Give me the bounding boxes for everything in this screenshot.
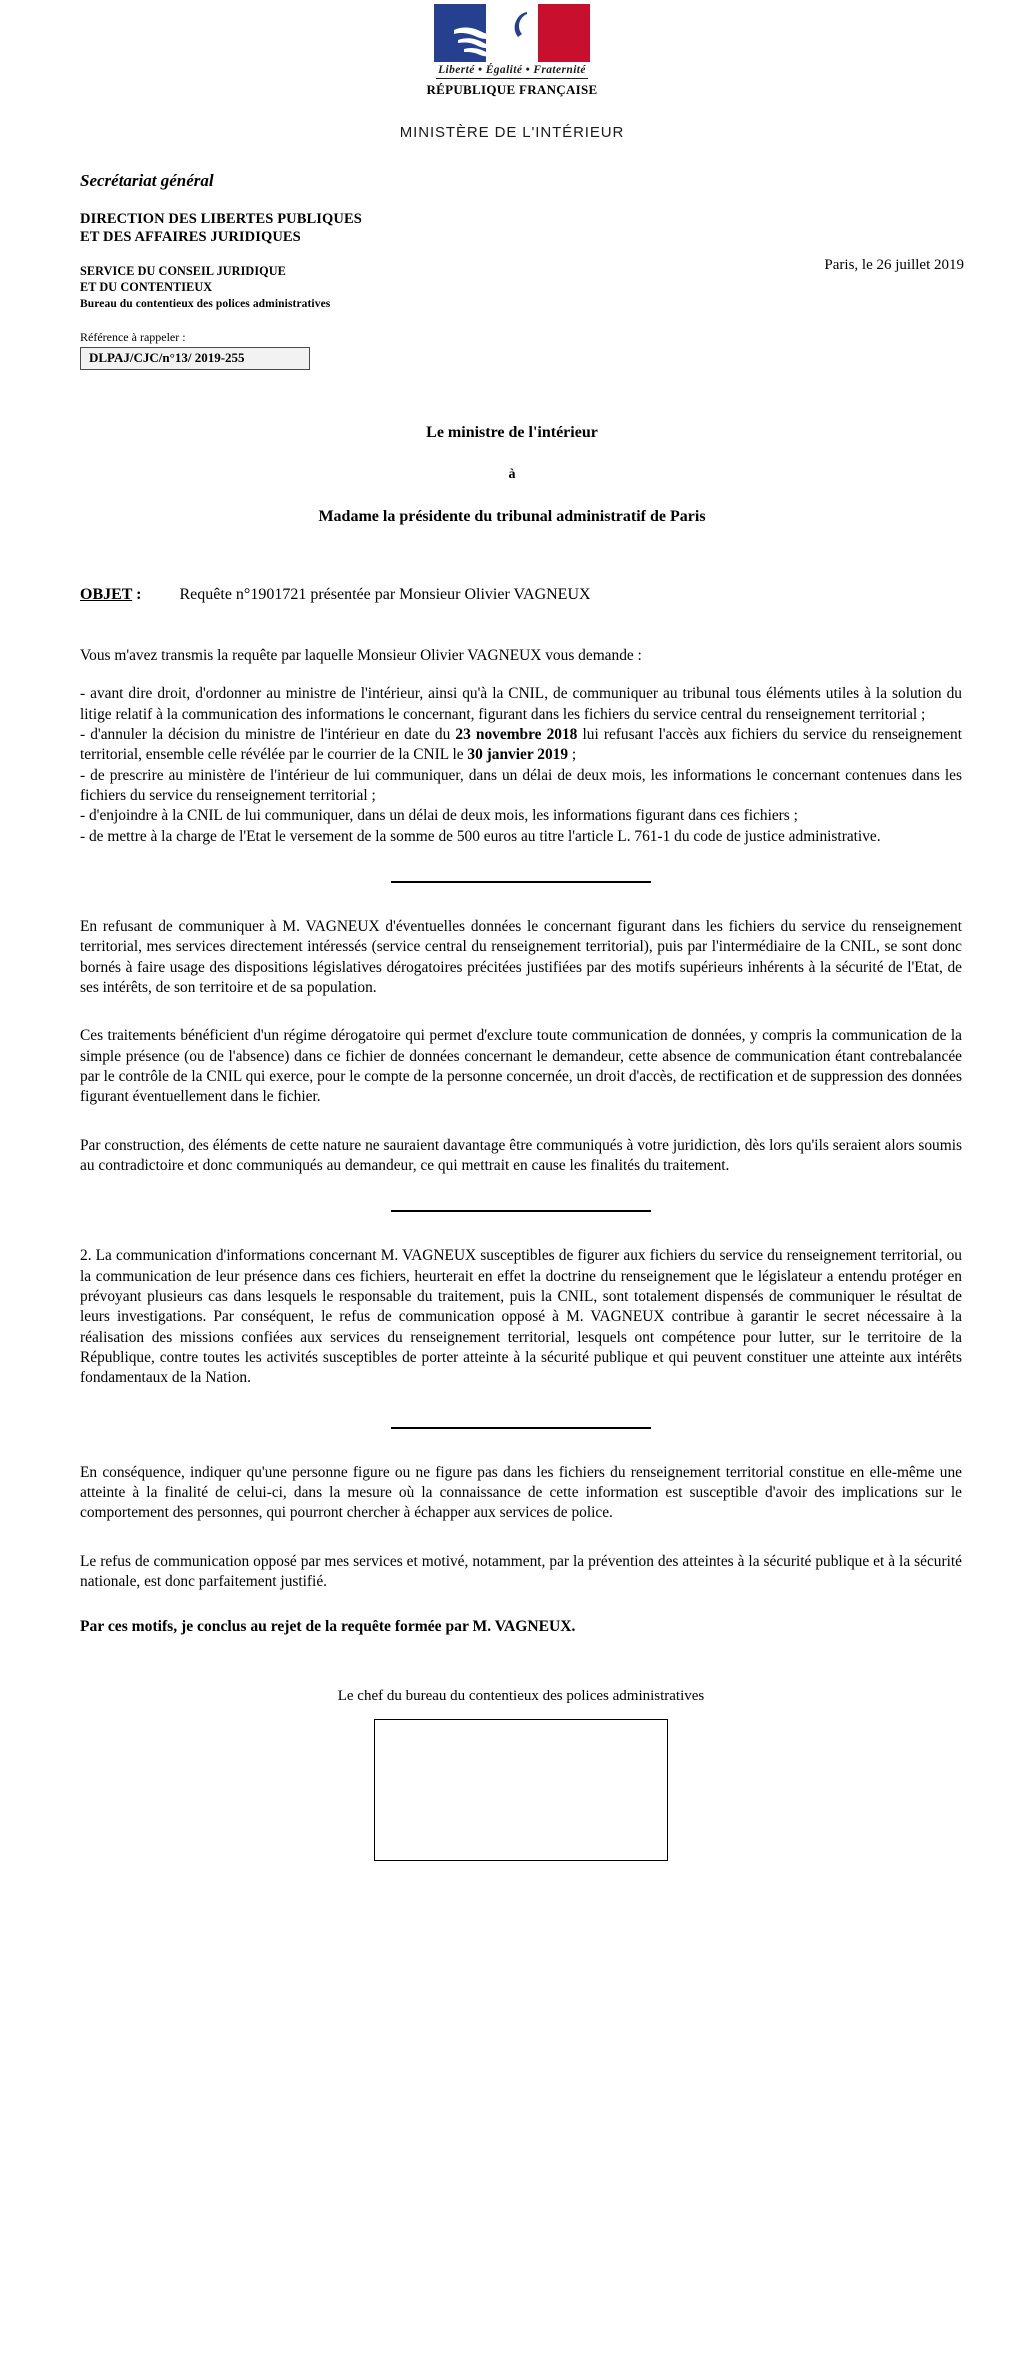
intro-paragraph: Vous m'avez transmis la requête par laquelle Monsieur Olivier VAGNEUX vous demande : [80, 647, 642, 665]
direction-line-2: ET DES AFFAIRES JURIDIQUES [80, 228, 301, 245]
section1-paragraph-3: Par construction, des éléments de cette nature ne sauraient davantage être communiqués à votre juridiction, dès lors qu'ils seraient alors soumis au contradictoire et donc communiqués au demandeur, ce qui mettrait en cause les finalités du traitement. [80, 1136, 962, 1174]
section3-paragraph-1: En conséquence, indiquer qu'une personne figure ou ne figure pas dans les fichiers du renseignement territorial constitue en elle-même une atteinte à la finalité de celui-ci, dans la mesure où la connaissance de cette information est susceptible d'avoir des implications sur le comportement des personnes, qui pourront chercher à échapper aux services de police. [80, 1463, 962, 1522]
list-item: - de prescrire au ministère de l'intérieur de lui communiquer, dans un délai de deux mois, les informations le concernant contenues dans les fichiers du service du renseignement territorial ; [80, 766, 962, 804]
objet-separator: : [132, 586, 142, 604]
demands-list [80, 684, 962, 847]
list-item: - de mettre à la charge de l'Etat le versement de la somme de 500 euros au titre l'article L. 761-1 du code de justice administrative. [80, 827, 881, 845]
sender-line: Le ministre de l'intérieur [426, 424, 598, 442]
objet-row [0, 586, 1024, 604]
masthead [0, 0, 1024, 141]
section2-paragraph-1: 2. La communication d'informations concernant M. VAGNEUX susceptibles de figurer aux fichiers du service du renseignement territorial, ou la communication de leur présence dans ces fichiers, heurterait en effet la doctrine du renseignement que le législateur a entendu protéger en prévoyant plusieurs cas dans lesquels le responsable du traitement, puis la CNIL, sont totalement dispensés de communiquer le résultat de leurs investigations. Par conséquent, le refus de communication opposé à M. VAGNEUX contribue à garantir le secret nécessaire à la réalisation des missions confiées aux services du renseignement territorial, lesquels ont compétence pour lutter, sur le territoire de la République, contre toutes les activités susceptibles de porter atteinte à la sécurité publique et qui peuvent constituer une atteinte aux intérêts fondamentaux de la Nation. [80, 1247, 962, 1387]
reference-label: Référence à rappeler : [80, 330, 186, 345]
section1-paragraph-1: En refusant de communiquer à M. VAGNEUX d'éventuelles données le concernant figurant dans les fichiers du service du renseignement territorial, mes services directement intéressés (service central du renseignement territorial), puis par l'intermédiaire de la CNIL, se sont donc bornés à faire usage des dispositions législatives dérogatoires précitées justifiées par des motifs supérieurs inhérents à la sécurité de l'Etat, de ses intérêts, de son territoire et de sa population. [80, 917, 962, 996]
ministere-title: MINISTÈRE DE L'INTÉRIEUR [399, 124, 625, 141]
address-block [0, 424, 1024, 526]
republique-francaise-title: RÉPUBLIQUE FRANÇAISE [426, 82, 598, 97]
reference-block [80, 330, 964, 370]
letterhead-block [0, 171, 1024, 370]
section3-paragraph-2: Le refus de communication opposé par mes services et motivé, notamment, par la prévention des atteintes à la sécurité publique et à la sécurité nationale, est donc parfaitement justifié. [80, 1552, 962, 1590]
recipient-line: Madame la présidente du tribunal administratif de Paris [318, 508, 706, 526]
service-line-1: SERVICE DU CONSEIL JURIDIQUE [80, 264, 286, 279]
service-line-2: ET DU CONTENTIEUX [80, 280, 213, 295]
marianne-logo-icon [434, 4, 590, 62]
secretariat-general-label: Secrétariat général [80, 171, 214, 190]
bureau-line: Bureau du contentieux des polices administratives [80, 298, 331, 311]
section-divider [391, 881, 651, 883]
objet-label [80, 586, 142, 604]
list-item: - avant dire droit, d'ordonner au ministre de l'intérieur, ainsi qu'à la CNIL, de communiquer au tribunal tous éléments utiles à la solution du litige relatif à la communication des informations le concernant, figurant dans les fichiers du service central du renseignement territorial ; [80, 685, 962, 723]
reference-value-box: DLPAJ/CJC/n°13/ 2019-255 [80, 347, 310, 370]
signature-title: Le chef du bureau du contentieux des polices administratives [337, 1688, 705, 1705]
direction-block [80, 211, 964, 246]
list-item: - d'annuler la décision du ministre de l'intérieur en date du 23 novembre 2018 lui refusant l'accès aux fichiers du service du renseignement territorial, ensemble celle révélée par le courrier de la CNIL le 30 janvier 2019 ; [80, 726, 962, 764]
objet-value: Requête n°1901721 présentée par Monsieur Olivier VAGNEUX [179, 586, 591, 604]
direction-line-1: DIRECTION DES LIBERTES PUBLIQUES [80, 211, 362, 227]
address-preposition: à [508, 467, 516, 483]
section1-paragraph-2: Ces traitements bénéficient d'un régime dérogatoire qui permet d'exclure toute communication de données, y compris la communication de la simple présence (ou de l'absence) dans ce fichier de données concernant le demandeur, cette absence de communication étant contrebalancée par le contrôle de la CNIL qui exerce, pour le compte de la personne concernée, un droit d'accès, de rectification et de suppression des données figurant éventuellement dans le fichier. [80, 1027, 962, 1106]
document-body [0, 646, 1024, 1861]
date-line: Paris, le 26 juillet 2019 [824, 257, 964, 273]
signature-area-box [374, 1719, 668, 1861]
objet-label-underlined: OBJET [80, 586, 133, 604]
signature-block [80, 1688, 962, 1861]
list-item: - d'enjoindre à la CNIL de lui communiquer, dans un délai de deux mois, les informations figurant dans ces fichiers ; [80, 807, 798, 825]
devise-text: Liberté • Égalité • Fraternité [436, 64, 588, 79]
section-divider [391, 1427, 651, 1429]
conclusion-paragraph: Par ces motifs, je conclus au rejet de la requête formée par M. VAGNEUX. [80, 1618, 576, 1636]
section-divider [391, 1210, 651, 1212]
